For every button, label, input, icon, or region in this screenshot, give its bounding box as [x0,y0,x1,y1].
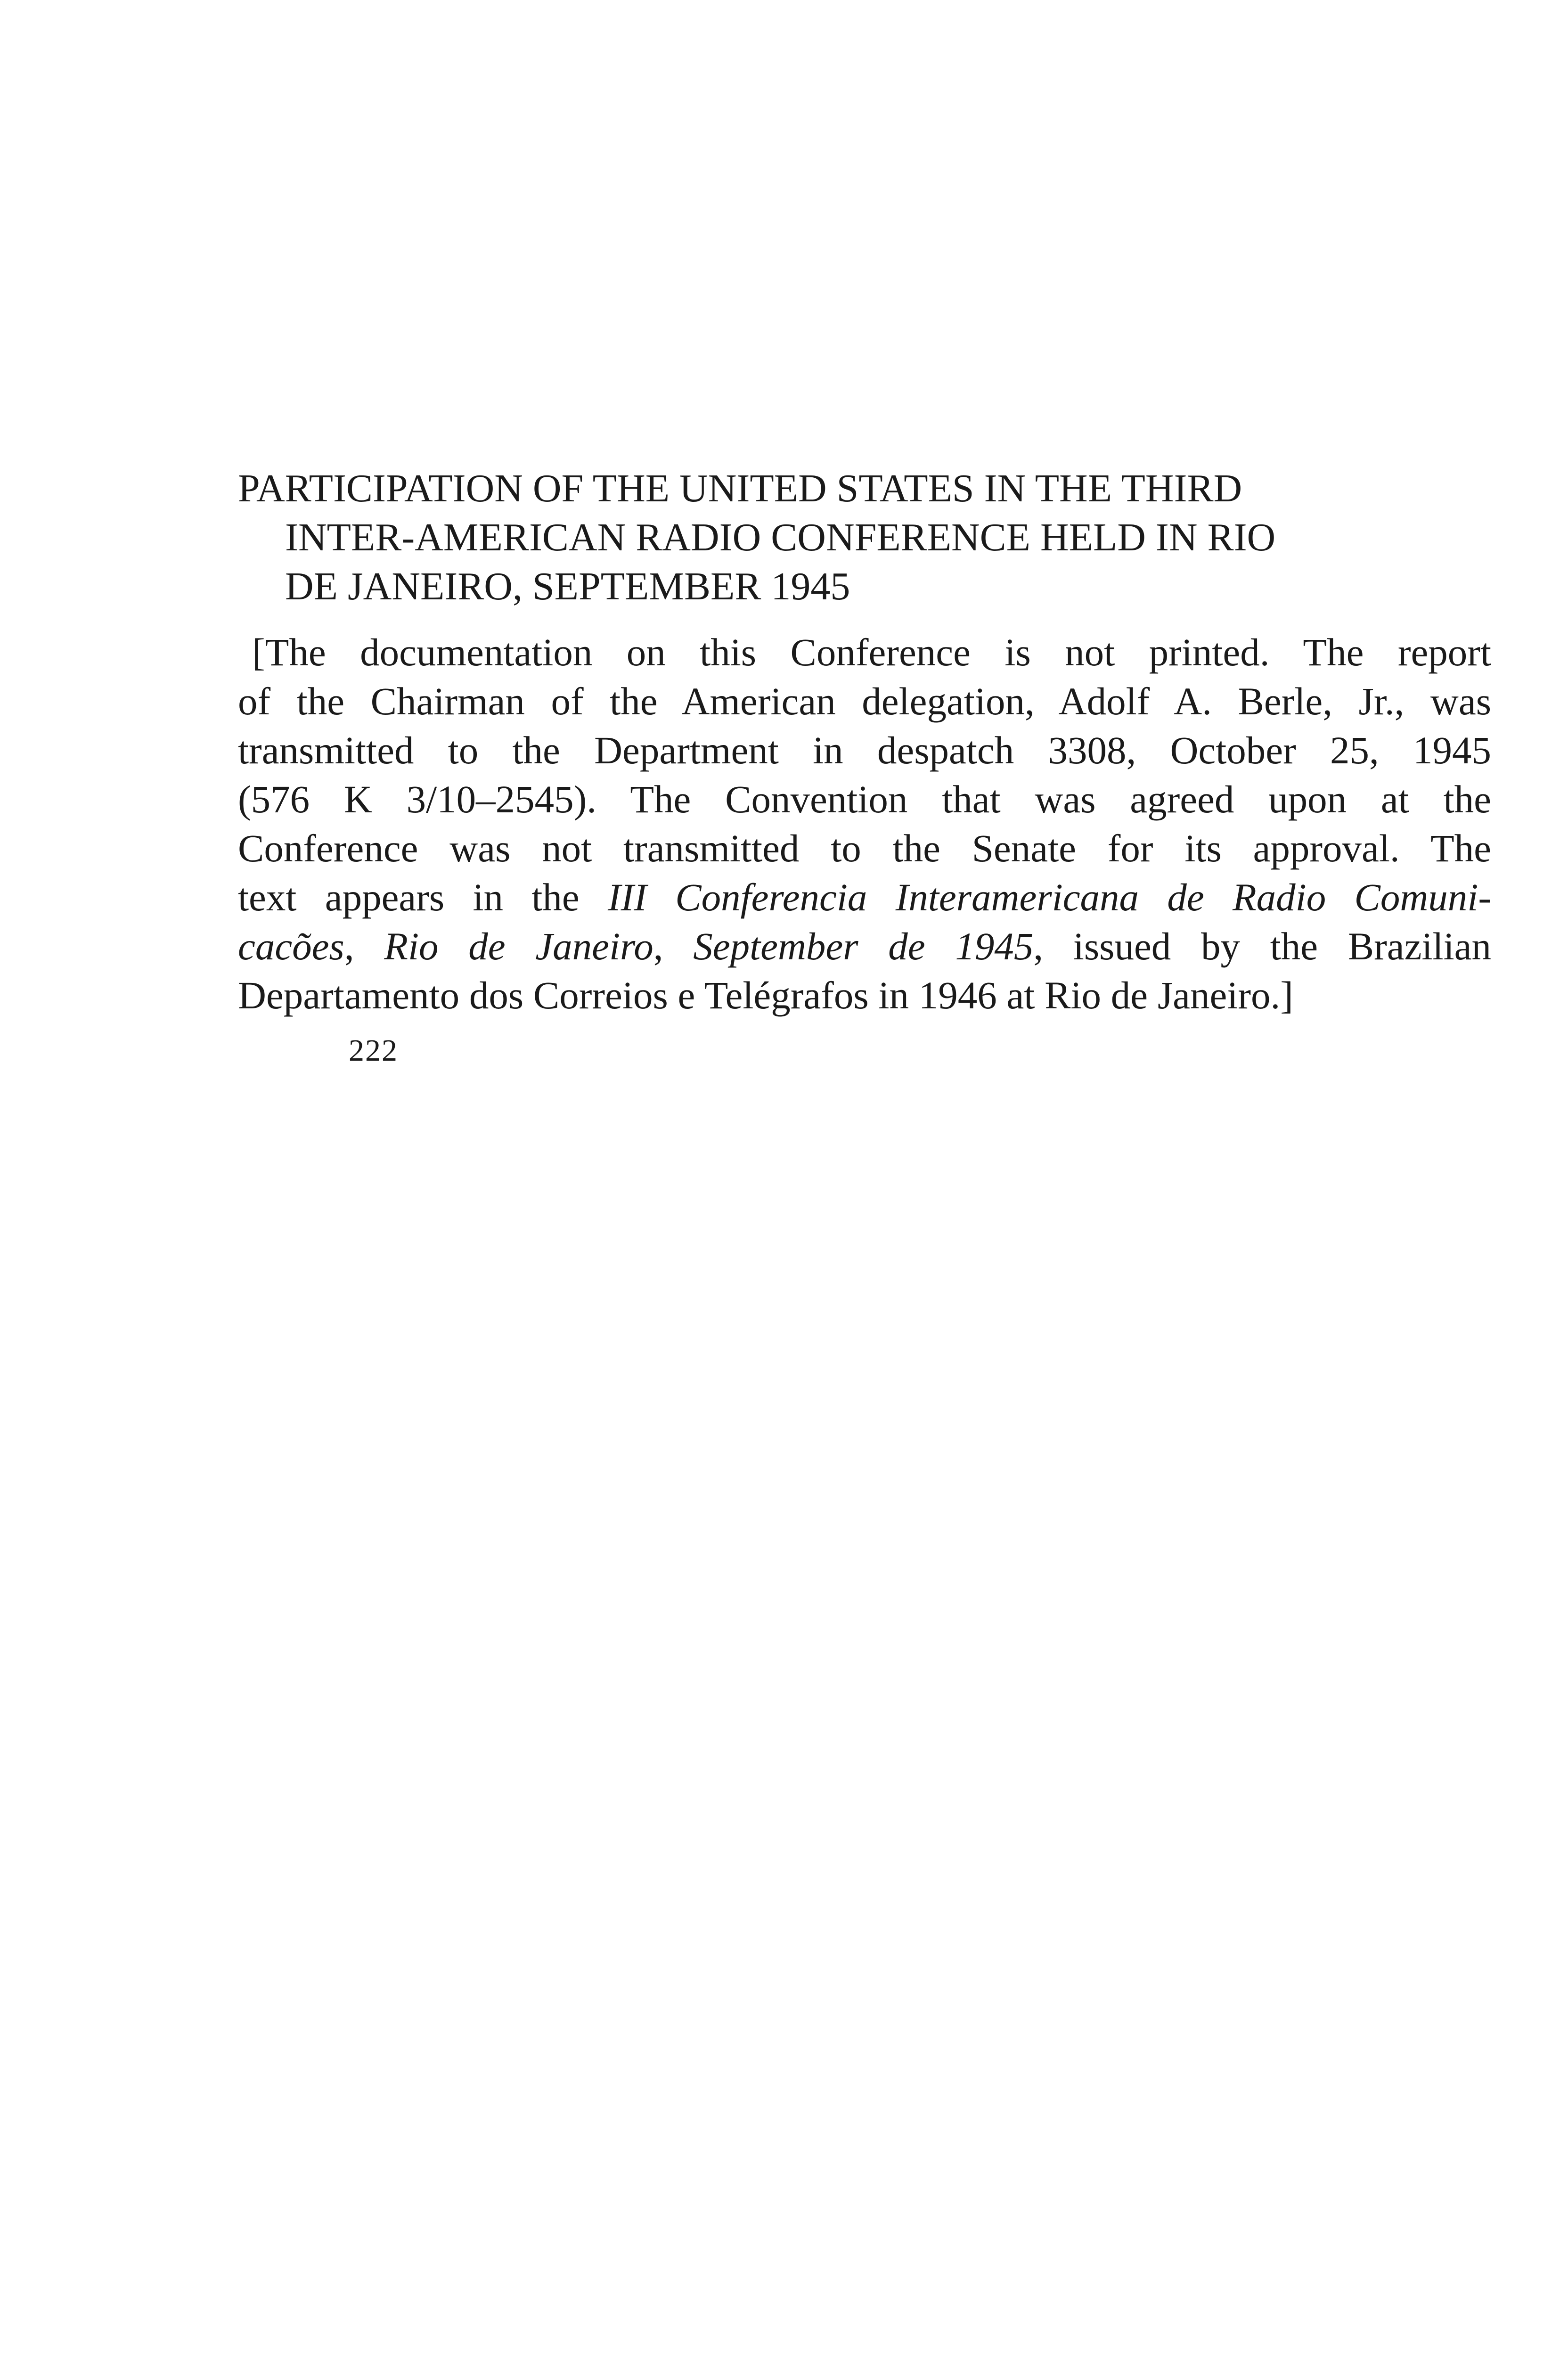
heading-line-1: PARTICIPATION OF THE UNITED STATES IN THE THIRD [238,466,1242,510]
note-line-7-sep-1: , [344,924,384,968]
note-line-7-sep-2: , [653,924,694,968]
note-line-1: [The documentation on this Conference is not printed. The report [252,630,1491,674]
heading-line-2: INTER-AMERICAN RADIO CONFERENCE HELD IN RIO [285,515,1276,559]
note-line-6 [238,873,1491,922]
publication-title-part-1: III Conferencia Interamericana de Radio Comuni- [608,875,1491,919]
note-line-7 [238,922,1491,971]
publication-title-part-2: cacões [238,924,344,968]
note-line-6-prefix: text appears in the [238,875,608,919]
page-number: 222 [349,1033,398,1068]
note-line-7-suffix: , issued by the Brazilian [1033,924,1492,968]
note-line-4: (576 K 3/10–2545). The Convention that was agreed upon at the [238,777,1491,821]
note-line-8: Departamento dos Correios e Telégrafos in 1946 at Rio de Janeiro.] [238,973,1293,1017]
note-line-5: Conference was not transmitted to the Senate for its approval. The [238,826,1491,870]
heading-line-3: DE JANEIRO, SEPTEMBER 1945 [285,564,850,608]
document-heading [238,464,1491,611]
editorial-note [238,628,1491,1020]
publication-place: Rio de Janeiro [384,924,653,968]
publication-date: September de 1945 [693,924,1034,968]
note-line-2: of the Chairman of the American delegation, Adolf A. Berle, Jr., was [238,679,1491,723]
note-line-3: transmitted to the Department in despatch 3308, October 25, 1945 [238,728,1491,772]
